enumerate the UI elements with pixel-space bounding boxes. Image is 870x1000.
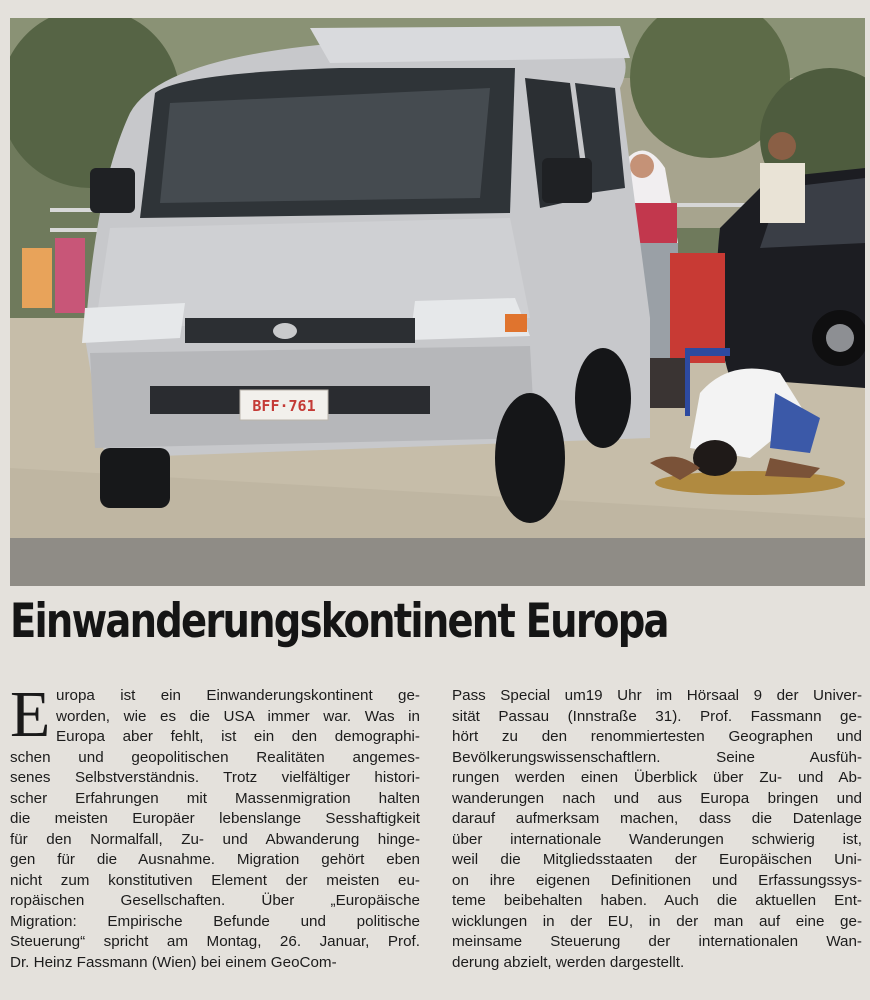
news-photo	[10, 18, 865, 586]
text-line: uropa ist ein Einwanderungskontinent ge-	[56, 687, 420, 704]
column-right	[452, 686, 862, 996]
text-line: Steuerung“ spricht am Montag, 26. Januar, Prof.	[10, 933, 420, 950]
text-line: ropäischen Gesellschaften. Über „Europäische	[10, 892, 420, 909]
text-line: hört zu den renommiertesten Geographen und	[452, 728, 862, 745]
text-line: Dr. Heinz Fassmann (Wien) bei einem GeoCom-	[10, 953, 337, 971]
text-line: sität Passau (Innstraße 31). Prof. Fassmann ge-	[452, 707, 862, 725]
text-line: scher Erfahrungen mit Massenmigration halten	[10, 789, 420, 807]
column-left	[10, 678, 420, 996]
headline: Einwanderungskontinent Europa	[10, 594, 668, 649]
text-line: derung abzielt, werden dargestellt.	[452, 953, 685, 971]
text-line: worden, wie es die USA immer war. Was in	[56, 707, 420, 725]
text-line: gen für die Ausnahme. Migration gehört eben	[10, 851, 420, 868]
text-line: die meisten Europäer lebenslange Sesshaftigkeit	[10, 810, 420, 827]
text-line: wicklungen in der EU, in der man auf eine ge-	[452, 912, 862, 930]
text-line: teme beibehalten haben. Auch die aktuellen Ent-	[452, 892, 862, 909]
drop-cap: E	[10, 678, 51, 751]
text-line: on ihre eigenen Definitionen und Erfassungssys-	[452, 871, 862, 889]
text-line: Migration: Empirische Befunde und politische	[10, 912, 420, 930]
column-left-lines	[10, 748, 420, 974]
text-line: schen und geopolitischen Realitäten angemes-	[10, 748, 420, 766]
photo-illustration	[10, 18, 865, 586]
text-line: Europa aber fehlt, ist ein den demographi-	[56, 728, 420, 745]
text-line: meinsame Steuerung der internationalen Wan-	[452, 933, 862, 950]
text-line: darauf aufmerksam machen, dass die Datenlage	[452, 810, 862, 827]
text-line: Bevölkerungswissenschaftlern. Seine Ausfüh-	[452, 748, 862, 766]
text-line: für den Normalfall, Zu- und Abwanderung hinge-	[10, 830, 420, 848]
text-line: rungen werden einen Überblick über Zu- und Ab-	[452, 769, 862, 786]
article-body	[10, 678, 862, 996]
text-line: wanderungen nach und aus Europa bringen und	[452, 789, 862, 807]
text-line: über internationale Wanderungen schwierig ist,	[452, 830, 862, 848]
text-line: Pass Special um19 Uhr im Hörsaal 9 der Univer-	[452, 687, 862, 704]
license-plate: BFF·761	[252, 397, 316, 415]
text-line: weil die Mitgliedsstaaten der Europäischen Uni-	[452, 851, 862, 868]
text-line: senes Selbstverständnis. Trotz vielfältiger histori-	[10, 769, 420, 786]
text-line: nicht zum konstitutiven Element der meisten eu-	[10, 871, 420, 889]
